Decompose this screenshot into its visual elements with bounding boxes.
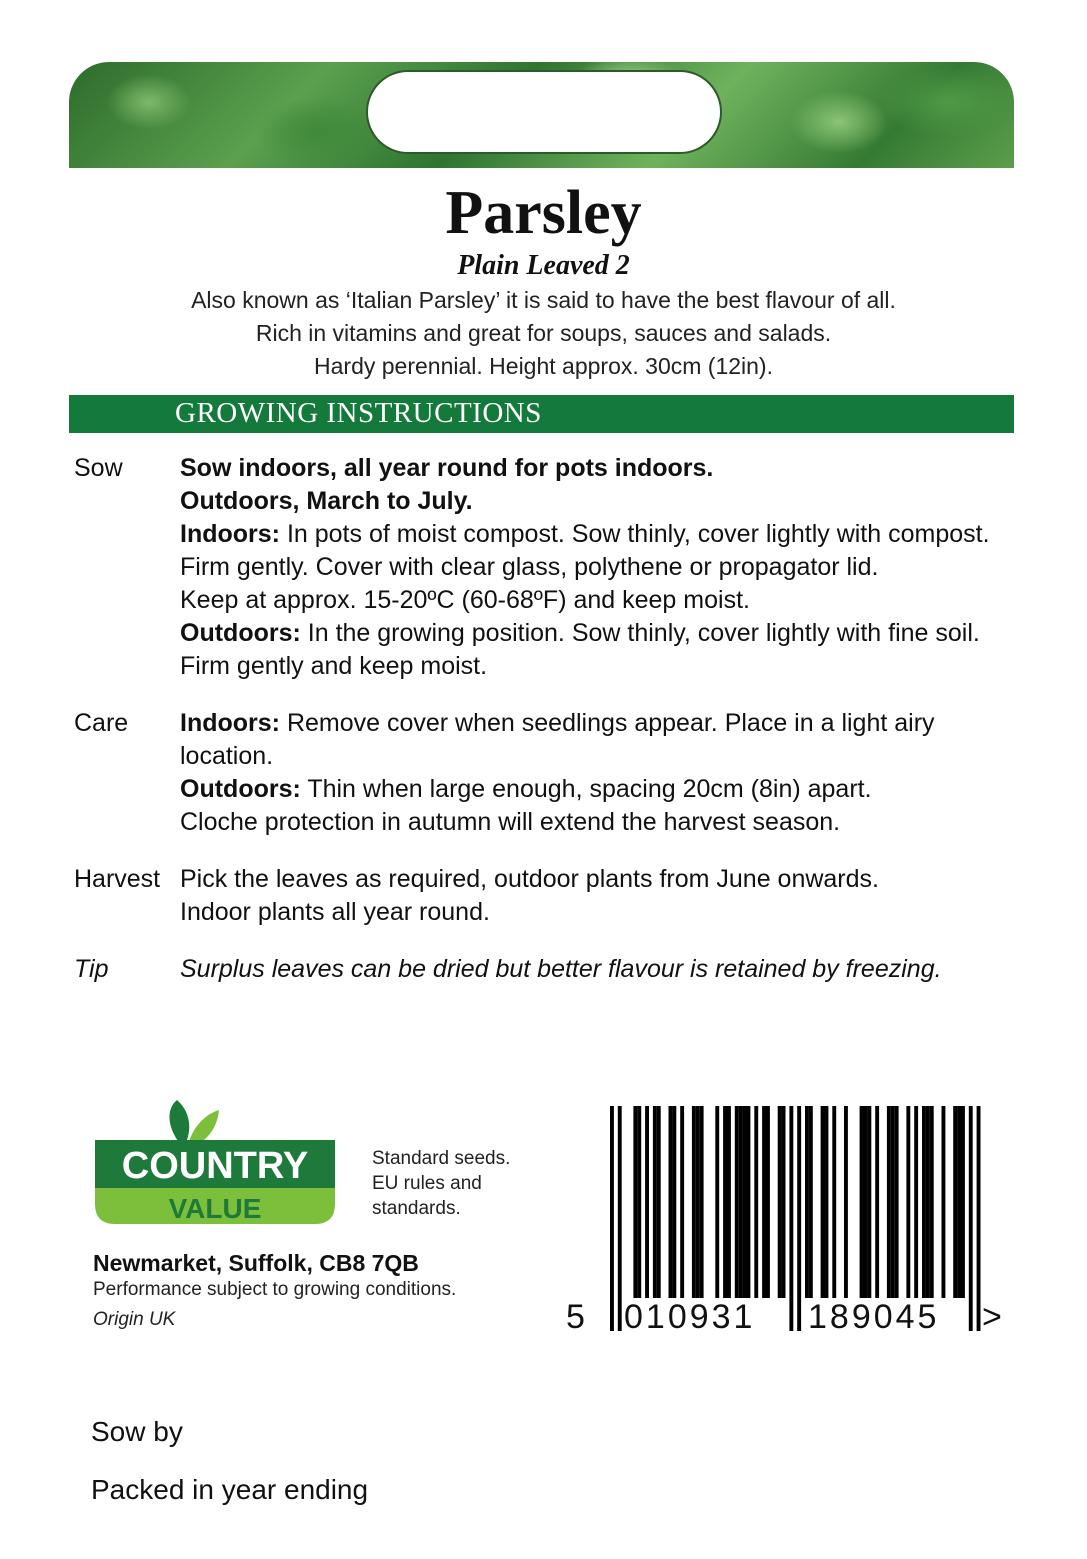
outdoors-label: Outdoors: <box>180 775 301 803</box>
note-line: EU rules and <box>372 1173 482 1194</box>
tip-text: Surplus leaves can be dried but better flavour is retained by freezing. <box>180 955 942 983</box>
barcode-bar <box>805 1106 809 1298</box>
barcode-bar <box>860 1106 864 1298</box>
sow-line: Firm gently. Cover with clear glass, polythene or propagator lid. <box>180 553 879 581</box>
harvest-row <box>74 863 1034 929</box>
product-description <box>0 284 1087 383</box>
barcode-bar <box>930 1106 934 1298</box>
harvest-line: Indoor plants all year round. <box>180 898 490 926</box>
barcode-bar <box>762 1106 766 1298</box>
barcode-bar <box>887 1106 891 1298</box>
company-address: Newmarket, Suffolk, CB8 7QB <box>93 1250 419 1276</box>
barcode-bar <box>926 1106 930 1298</box>
tip-row <box>74 953 1034 986</box>
barcode-bar <box>864 1106 868 1298</box>
care-outdoors-line <box>180 773 1034 806</box>
barcode-bar <box>672 1106 676 1298</box>
barcode-bar <box>645 1106 649 1298</box>
care-indoors-line <box>180 707 1034 740</box>
barcode-bar <box>953 1106 957 1298</box>
description-line: Also known as ‘Italian Parsley’ it is said to have the best flavour of all. <box>191 287 896 313</box>
barcode-bar <box>727 1106 731 1298</box>
hanging-hole <box>366 70 722 154</box>
barcode-bar <box>618 1106 622 1331</box>
barcode-bar <box>747 1106 751 1298</box>
sow-row <box>74 452 1034 683</box>
performance-note: Performance subject to growing conditions. <box>93 1279 457 1300</box>
product-title: Parsley <box>445 179 642 247</box>
tip-label: Tip <box>74 955 109 983</box>
sow-indoors-line <box>180 518 1034 551</box>
note-line: Standard seeds. <box>372 1148 511 1169</box>
barcode-bar <box>633 1106 637 1298</box>
banner-label: GROWING INSTRUCTIONS <box>175 397 542 429</box>
care-line: Cloche protection in autumn will extend the harvest season. <box>180 808 841 836</box>
outdoors-label: Outdoors: <box>180 619 301 647</box>
indoors-text: In pots of moist compost. Sow thinly, cover lightly with compost. <box>280 520 990 548</box>
care-label: Care <box>74 709 129 737</box>
barcode-bar <box>637 1106 641 1298</box>
outdoors-text: Thin when large enough, spacing 20cm (8in) apart. <box>300 775 872 803</box>
barcode-bar <box>715 1106 719 1298</box>
logo-country-text: COUNTRY <box>121 1145 309 1187</box>
barcode-bar <box>680 1106 684 1298</box>
barcode-bar <box>942 1106 946 1298</box>
outdoors-text: In the growing position. Sow thinly, cover lightly with fine soil. <box>300 619 980 647</box>
description-line: Rich in vitamins and great for soups, sauces and salads. <box>255 320 832 346</box>
barcode-bar <box>700 1106 704 1298</box>
harvest-line: Pick the leaves as required, outdoor plants from June onwards. <box>180 865 879 893</box>
barcode-bar <box>797 1106 801 1331</box>
barcode-left-digits: 010931 <box>624 1298 756 1336</box>
barcode-bar <box>789 1106 793 1331</box>
instructions-section <box>74 452 1034 986</box>
sow-outdoors-line <box>180 617 1034 650</box>
barcode-bar <box>809 1106 813 1298</box>
barcode-bar <box>891 1106 895 1298</box>
barcode-bar <box>844 1106 848 1298</box>
logo-value-text: VALUE <box>168 1193 262 1224</box>
barcode-bar <box>832 1106 836 1298</box>
barcode-first-digit: 5 <box>566 1298 585 1336</box>
growing-instructions-banner <box>69 395 1014 433</box>
barcode-bar <box>782 1106 786 1298</box>
barcode-bar <box>977 1106 981 1331</box>
care-body <box>180 707 1034 839</box>
barcode-bar <box>895 1106 899 1298</box>
barcode-bar <box>906 1106 910 1298</box>
barcode-bar <box>778 1106 782 1298</box>
sow-line: Outdoors, March to July. <box>180 487 473 515</box>
sow-body <box>180 452 1034 683</box>
harvest-label: Harvest <box>74 865 161 893</box>
barcode-bar <box>653 1106 657 1298</box>
sow-line: Sow indoors, all year round for pots indoors. <box>180 454 714 482</box>
country-value-logo <box>95 1096 335 1226</box>
barcode-bar <box>914 1106 918 1298</box>
barcode-end-mark: > <box>982 1298 1002 1336</box>
seed-standards-note <box>372 1146 510 1221</box>
barcode-bar <box>743 1106 747 1298</box>
barcode-bar <box>821 1106 825 1298</box>
barcode-bar <box>692 1106 696 1298</box>
sow-line: Firm gently and keep moist. <box>180 652 488 680</box>
sow-line: Keep at approx. 15-20ºC (60-68ºF) and keep moist. <box>180 586 750 614</box>
sow-label: Sow <box>74 454 123 482</box>
barcode-bar <box>610 1106 614 1331</box>
sow-by-label: Sow by <box>91 1416 183 1447</box>
origin-note: Origin UK <box>93 1309 176 1330</box>
description-line: Hardy perennial. Height approx. 30cm (12in). <box>314 353 773 379</box>
barcode-bar <box>669 1106 673 1298</box>
barcode-bar <box>754 1106 758 1298</box>
barcode-bar <box>875 1106 879 1298</box>
note-line: standards. <box>372 1198 461 1219</box>
indoors-text: Remove cover when seedlings appear. Place in a light airy <box>280 709 935 737</box>
indoors-label: Indoors: <box>180 520 280 548</box>
barcode-bar <box>922 1106 926 1298</box>
barcode-bar <box>696 1106 700 1298</box>
barcode-bar <box>657 1106 661 1298</box>
barcode-bar <box>961 1106 965 1298</box>
care-line: location. <box>180 742 274 770</box>
barcode-bar <box>739 1106 743 1298</box>
barcode-right-digits: 189045 <box>808 1298 940 1336</box>
barcode-bar <box>735 1106 739 1298</box>
barcode-bar <box>825 1106 829 1298</box>
product-variety: Plain Leaved 2 <box>457 250 630 281</box>
barcode-bar <box>957 1106 961 1298</box>
barcode-bar <box>723 1106 727 1298</box>
barcode-bar <box>969 1106 973 1331</box>
care-row <box>74 707 1034 839</box>
packed-label: Packed in year ending <box>91 1474 369 1505</box>
indoors-label: Indoors: <box>180 709 280 737</box>
barcode-bar <box>766 1106 770 1298</box>
harvest-body <box>180 863 1034 929</box>
barcode-bar <box>867 1106 871 1298</box>
